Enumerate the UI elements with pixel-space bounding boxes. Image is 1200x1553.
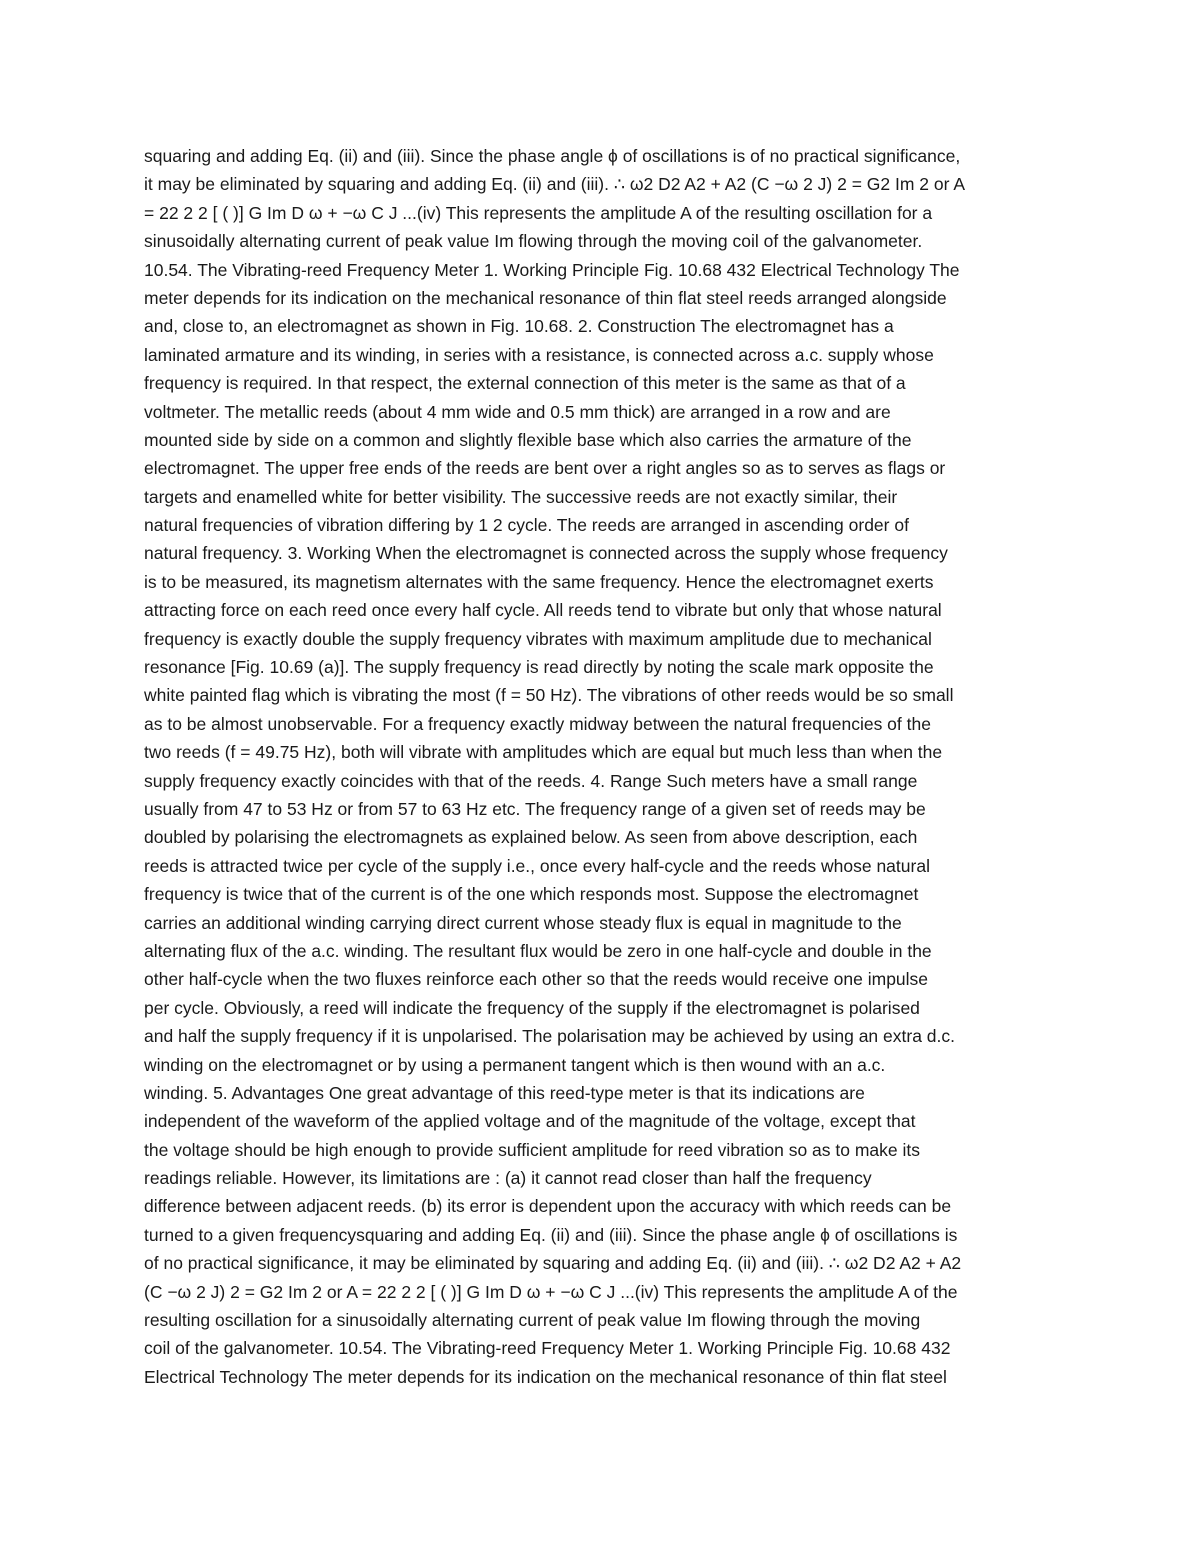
text-line: supply frequency exactly coincides with that of the reeds. 4. Range Such meters have a small range — [144, 770, 918, 791]
text-line: is to be measured, its magnetism alternates with the same frequency. Hence the electromagnet exerts — [144, 571, 934, 592]
text-line: turned to a given frequencysquaring and adding Eq. (ii) and (iii). Since the phase angle ϕ of oscillations is — [144, 1224, 958, 1245]
text-line: independent of the waveform of the applied voltage and of the magnitude of the voltage, except that — [144, 1111, 916, 1132]
text-line: electromagnet. The upper free ends of the reeds are bent over a right angles so as to serves as flags or — [144, 458, 946, 479]
text-line: Electrical Technology The meter depends for its indication on the mechanical resonance of thin flat steel — [144, 1366, 947, 1387]
text-line: other half-cycle when the two fluxes reinforce each other so that the reeds would receive one impulse — [144, 969, 929, 990]
text-line: reeds is attracted twice per cycle of the supply i.e., once every half-cycle and the reeds whose natural — [144, 855, 930, 876]
text-line: resulting oscillation for a sinusoidally alternating current of peak value Im flowing through the moving — [144, 1310, 921, 1331]
text-line: (C −ω 2 J) 2 = G2 Im 2 or A = 22 2 2 [ ( )] G Im D ω + −ω C J ...(iv) This represents the amplitude A of the — [144, 1281, 958, 1302]
text-line: and, close to, an electromagnet as shown in Fig. 10.68. 2. Construction The electromagnet has a — [144, 316, 894, 337]
text-line: frequency is exactly double the supply frequency vibrates with maximum amplitude due to mechanical — [144, 628, 932, 649]
text-line: frequency is twice that of the current is of the one which responds most. Suppose the electromagnet — [144, 884, 919, 905]
text-line: winding. 5. Advantages One great advantage of this reed-type meter is that its indications are — [144, 1082, 865, 1103]
text-line: voltmeter. The metallic reeds (about 4 mm wide and 0.5 mm thick) are arranged in a row and are — [144, 401, 891, 422]
text-line: and half the supply frequency if it is unpolarised. The polarisation may be achieved by using an extra d.c. — [144, 1026, 955, 1047]
text-line: squaring and adding Eq. (ii) and (iii). Since the phase angle ϕ of oscillations is of no practical significance, — [144, 146, 961, 166]
text-line: it may be eliminated by squaring and adding Eq. (ii) and (iii). ∴ ω2 D2 A2 + A2 (C −ω 2 J) 2 = G2 Im 2 or A — [144, 174, 966, 195]
text-line: usually from 47 to 53 Hz or from 57 to 63 Hz etc. The frequency range of a given set of reeds may be — [144, 798, 926, 819]
body-text — [144, 142, 1064, 1391]
text-line: sinusoidally alternating current of peak value Im flowing through the moving coil of the galvanometer. — [144, 231, 923, 252]
text-line: coil of the galvanometer. 10.54. The Vibrating-reed Frequency Meter 1. Working Principle Fig. 10.68 432 — [144, 1338, 951, 1359]
text-line: resonance [Fig. 10.69 (a)]. The supply frequency is read directly by noting the scale mark opposite the — [144, 657, 934, 678]
text-line: doubled by polarising the electromagnets as explained below. As seen from above description, each — [144, 827, 918, 848]
text-line: targets and enamelled white for better visibility. The successive reeds are not exactly similar, their — [144, 486, 898, 507]
text-line: difference between adjacent reeds. (b) its error is dependent upon the accuracy with which reeds can be — [144, 1196, 952, 1217]
text-line: attracting force on each reed once every half cycle. All reeds tend to vibrate but only that whose natural — [144, 600, 942, 621]
text-line: of no practical significance, it may be eliminated by squaring and adding Eq. (ii) and (iii). ∴ ω2 D2 A2 + A2 — [144, 1253, 962, 1274]
text-line: as to be almost unobservable. For a frequency exactly midway between the natural frequencies of the — [144, 713, 931, 734]
text-line: alternating flux of the a.c. winding. The resultant flux would be zero in one half-cycle and double in the — [144, 940, 932, 961]
text-line: the voltage should be high enough to provide sufficient amplitude for reed vibration so as to make its — [144, 1139, 920, 1160]
text-line: = 22 2 2 [ ( )] G Im D ω + −ω C J ...(iv) This represents the amplitude A of the resulting oscillation for a — [144, 202, 933, 223]
text-line: frequency is required. In that respect, the external connection of this meter is the same as that of a — [144, 373, 906, 394]
text-line: readings reliable. However, its limitations are : (a) it cannot read closer than half the frequency — [144, 1168, 872, 1189]
text-line: 10.54. The Vibrating-reed Frequency Meter 1. Working Principle Fig. 10.68 432 Electrical Technology The — [144, 259, 960, 280]
text-line: winding on the electromagnet or by using a permanent tangent which is then wound with an a.c. — [144, 1054, 886, 1075]
text-line: natural frequencies of vibration differing by 1 2 cycle. The reeds are arranged in ascending order of — [144, 515, 909, 536]
text-line: natural frequency. 3. Working When the electromagnet is connected across the supply whose frequency — [144, 543, 948, 564]
text-line: mounted side by side on a common and slightly flexible base which also carries the armature of the — [144, 429, 912, 450]
text-line: white painted flag which is vibrating the most (f = 50 Hz). The vibrations of other reeds would be so small — [144, 685, 954, 706]
text-line: meter depends for its indication on the mechanical resonance of thin flat steel reeds arranged alongside — [144, 287, 947, 308]
text-line: two reeds (f = 49.75 Hz), both will vibrate with amplitudes which are equal but much less than when the — [144, 742, 943, 763]
text-line: laminated armature and its winding, in series with a resistance, is connected across a.c. supply whose — [144, 344, 934, 365]
text-line: carries an additional winding carrying direct current whose steady flux is equal in magnitude to the — [144, 912, 902, 933]
text-line: per cycle. Obviously, a reed will indicate the frequency of the supply if the electromagnet is polarised — [144, 997, 920, 1018]
